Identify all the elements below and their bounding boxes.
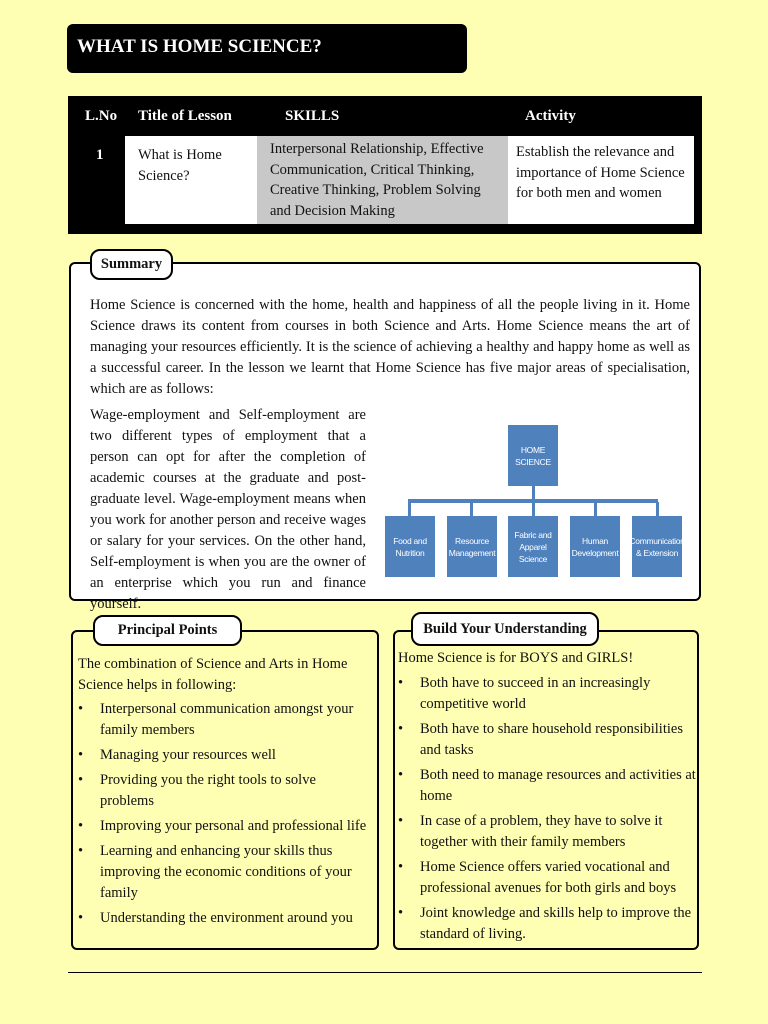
principal-points-label [93, 615, 242, 646]
build-understanding-content [398, 648, 696, 949]
chart-connector [470, 502, 473, 516]
chart-connector [594, 502, 597, 516]
list-item: • Managing your resources well [78, 745, 368, 766]
list-item: • In case of a problem, they have to solve it together with their family members [398, 811, 696, 853]
chart-connector [532, 502, 535, 516]
list-item: • Both have to share household responsibilities and tasks [398, 719, 696, 761]
cell-title: What is Home Science? [125, 136, 257, 224]
lesson-table [68, 96, 702, 234]
specialisation-chart [384, 416, 686, 581]
footer-divider [68, 972, 702, 973]
cell-skills: Interpersonal Relationship, Effective Communication, Critical Thinking, Creative Thinking, Problem Solving and Decision Making [257, 136, 508, 224]
summary-label-text: Summary [100, 256, 163, 272]
chart-connector [408, 502, 411, 516]
chart-connector [656, 502, 659, 516]
chart-child-resource-management: Resource Management [447, 516, 497, 577]
header-activity: Activity [525, 108, 576, 124]
chart-root: HOME SCIENCE [508, 425, 558, 486]
list-item: • Understanding the environment around you [78, 908, 368, 929]
summary-label [90, 249, 173, 280]
principal-points-intro: The combination of Science and Arts in Home Science helps in following: [78, 656, 348, 693]
summary-intro: Home Science is concerned with the home, health and happiness of all the people living in it. Home Science draws its content from courses in both Science and Arts. Home Science means the art of managing your resources efficiently. It is the science of achieving a healthy and happy home as well as a successful career. In the lesson we learnt that Home Science has five major areas of specialisation, which are as follows: [90, 297, 690, 397]
header-title: Title of Lesson [138, 108, 232, 124]
chart-child-fabric-apparel: Fabric and Apparel Science [508, 516, 558, 577]
list-item: • Both need to manage resources and activities at home [398, 765, 696, 807]
list-item: • Home Science offers varied vocational and professional avenues for both girls and boys [398, 857, 696, 899]
principal-points-label-text: Principal Points [117, 622, 218, 638]
header-skills: SKILLS [285, 108, 340, 124]
list-item: • Improving your personal and professional life [78, 816, 368, 837]
chart-child-communication-extension: Communication & Extension [632, 516, 682, 577]
list-item: • Both have to succeed in an increasingly competitive world [398, 673, 696, 715]
principal-points-list [78, 699, 368, 929]
summary-employment: Wage-employment and Self-employment are two different types of employment that a person can opt for after the completion of academic courses at the graduate and post-graduate level. Wage-employment means when you work for another person and receive wages or salary for your services. On the other hand, Self-employment is when you are the owner of an enterprise which you run and finance yourself. [90, 407, 366, 612]
cell-lno: 1 [96, 147, 104, 163]
cell-activity: Establish the relevance and importance of Home Science for both men and women [508, 136, 694, 224]
chart-child-human-development: Human Development [570, 516, 620, 577]
build-understanding-label [411, 612, 599, 646]
list-item: • Providing you the right tools to solve problems [78, 770, 368, 812]
header-lno: L.No [85, 108, 118, 124]
list-item: • Joint knowledge and skills help to improve the standard of living. [398, 903, 696, 945]
principal-points-content [78, 654, 368, 933]
build-understanding-list [398, 673, 696, 945]
page-title [67, 24, 467, 73]
page-title-text: WHAT IS HOME SCIENCE? [77, 36, 322, 57]
chart-connector [532, 486, 535, 500]
build-understanding-intro: Home Science is for BOYS and GIRLS! [398, 650, 634, 666]
list-item: • Interpersonal communication amongst your family members [78, 699, 368, 741]
list-item: • Learning and enhancing your skills thus improving the economic conditions of your family [78, 841, 368, 904]
build-understanding-label-text: Build Your Understanding [423, 621, 587, 637]
chart-child-food-nutrition: Food and Nutrition [385, 516, 435, 577]
